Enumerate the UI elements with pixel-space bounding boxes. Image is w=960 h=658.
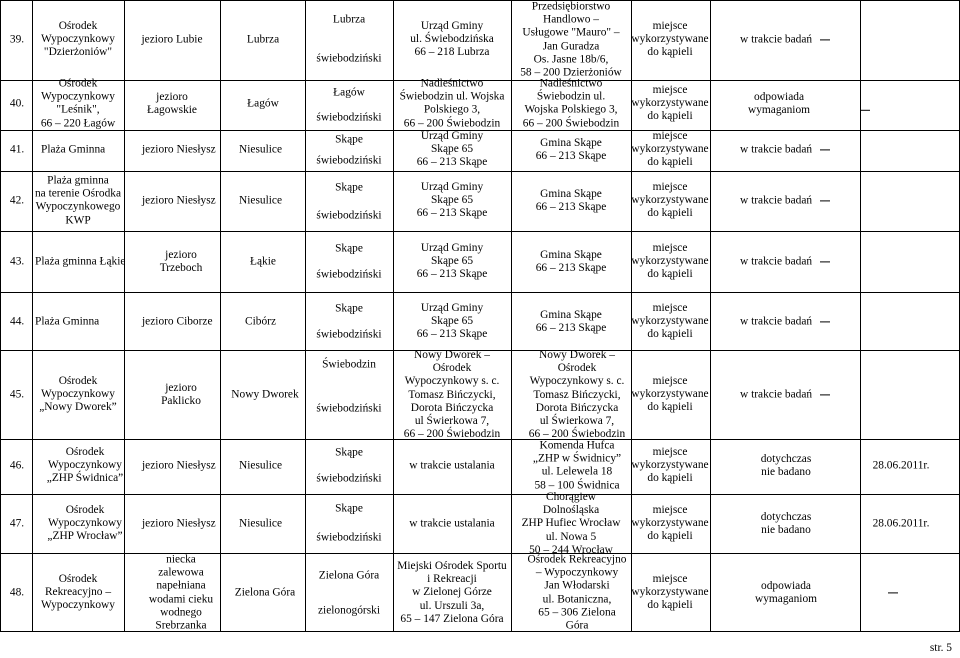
organizer: w trakcie ustalania [409,517,495,530]
organizer: Miejski Ośrodek Sportu i Rekreacji w Zielonej Górze ul. Urszuli 3a, 65 – 147 Zielona Góra [397,559,507,625]
column-rule [305,0,306,631]
row-number: 43. [10,255,25,268]
water-body: jezioro Niesłysz [142,459,216,472]
water-body: jezioro Paklicko [161,381,201,407]
organizer: Urząd Gminy ul. Świebodzińska 66 – 218 Lubrza [410,20,494,59]
manager: Gmina Skąpe 66 – 213 Skąpe [535,308,607,334]
organizer: Nadleśnictwo Świebodzin ul. Wojska Polskiego 3, 66 – 200 Świebodzin [399,77,505,130]
row-number: 40. [9,97,25,110]
manager: Nadleśnictwo Świebodzin ul. Wojska Polskiego 3, 66 – 200 Świebodzin [522,77,620,130]
gmina: Świebodzin [322,358,376,371]
status-dash [880,586,898,599]
status-text: w trakcie badań [740,255,813,268]
organizer: Nowy Dworek – Ośrodek Wypoczynkowy s. c. Tomasz Bińczycki, Dorota Bińczycka ul Świerkowa 7, 66 – 200 Świebodzin [403,348,501,441]
county: świebodziński [316,531,382,544]
organizer: Urząd Gminy Skąpe 65 66 – 213 Skąpe [416,130,488,169]
status [740,388,830,401]
organizer: Urząd Gminy Skąpe 65 66 – 213 Skąpe [416,302,488,341]
status [740,194,830,207]
beach-name: Plaża Gminna [35,315,100,328]
status: odpowiada wymaganiom [754,579,818,605]
status-text: w trakcie badań [740,143,813,156]
water-body: jezioro Łagowskie [147,90,197,116]
organizer: w trakcie ustalania [409,459,495,472]
manager: Przedsiębiorstwo Handlowo – Usługowe "Mauro" – Jan Guradza Os. Jasne 18b/6, 58 – 200 Dzierżoniów [520,0,622,79]
row-number: 39. [9,33,25,46]
usage: miejsce wykorzystywane do kąpieli [631,242,709,281]
status-text: w trakcie badań [740,33,813,46]
gmina: Łagów [333,86,365,99]
usage: miejsce wykorzystywane do kąpieli [631,181,709,220]
status [748,91,870,117]
locality: Cibórz [245,315,277,328]
status-text: w trakcie badań [740,388,813,401]
locality: Lubrza [246,33,280,46]
water-body: jezioro Ciborze [142,315,213,328]
row-rule [0,494,960,495]
county: świebodziński [316,268,382,281]
row-number: 47. [9,517,25,530]
status [740,33,830,46]
county: świebodziński [316,111,382,124]
locality: Łąkie [250,255,276,268]
beach-name: Plaża gminna Łąkie [35,255,126,268]
row-rule [0,231,960,232]
beach-name: Plaża gminna na terenie Ośrodka Wypoczynkowego KWP [34,174,122,227]
locality: Zielona Góra [234,586,296,599]
column-rule [511,0,512,631]
locality: Nowy Dworek [231,388,299,401]
status [740,255,830,268]
status [740,315,830,328]
water-body: jezioro Lubie [141,33,203,46]
manager: Gmina Skąpe 66 – 213 Skąpe [535,248,607,274]
locality: Niesulice [239,517,283,530]
row-number: 46. [9,459,25,472]
beach-name: Plaża Gminna [41,143,106,156]
gmina: Skąpe [335,133,363,146]
status: dotychczas nie badano [760,510,812,536]
locality: Niesulice [239,194,283,207]
water-body: jezioro Niesłysz [142,517,216,530]
county: świebodziński [316,52,382,65]
beach-name: Ośrodek Wypoczynkowy "Leśnik", 66 – 220 Łagów [40,77,116,130]
manager: Gmina Skąpe 66 – 213 Skąpe [535,187,607,213]
usage: miejsce wykorzystywane do kąpieli [631,20,709,59]
row-rule [0,553,960,554]
column-rule [710,0,711,631]
manager: Chorągiew Dolnośląska ZHP Hufiec Wrocław ul. Nowa 5 50 – 244 Wrocław [521,490,621,556]
gmina: Skąpe [335,446,363,459]
usage: miejsce wykorzystywane do kąpieli [631,375,709,414]
row-number: 42. [9,194,25,207]
column-rule [860,0,861,631]
row-rule [0,292,960,293]
status [740,143,830,156]
column-rule [32,0,33,631]
water-body: jezioro Niesłysz [142,194,216,207]
beach-name: Ośrodek Wypoczynkowy „ZHP Świdnica” [46,446,124,485]
gmina: Skąpe [335,302,363,315]
manager: Ośrodek Rekreacyjno – Wypoczynkowy Jan Włodarski ul. Botaniczna, 65 – 306 Zielona Góra [527,553,627,632]
beach-name: Ośrodek Wypoczynkowy "Dzierżoniów" [41,20,115,59]
organizer: Urząd Gminy Skąpe 65 66 – 213 Skąpe [416,181,488,220]
county: świebodziński [316,328,382,341]
page-number: str. 5 [929,642,952,654]
column-rule [124,0,125,631]
status: dotychczas nie badano [760,452,812,478]
dash [820,149,830,150]
locality: Niesulice [239,143,283,156]
county: zielonogórski [317,604,381,617]
dash [820,39,830,40]
row-number: 44. [10,315,25,328]
column-rule [220,0,221,631]
dash [888,592,898,593]
water-body: jezioro Niesłysz [142,143,216,156]
column-rule [631,0,632,631]
usage: miejsce wykorzystywane do kąpieli [631,504,709,543]
usage: miejsce wykorzystywane do kąpieli [631,302,709,341]
beach-name: Ośrodek Rekreacyjno – Wypoczynkowy [41,573,115,612]
usage: miejsce wykorzystywane do kąpieli [631,573,709,612]
row-number: 48. [9,586,25,599]
water-body: niecka zalewowa napełniana wodami cieku wodnego Srebrzanka [148,553,214,632]
status-text: odpowiada wymaganiom [748,90,811,116]
county: świebodziński [316,402,382,415]
beach-name: Ośrodek Wypoczynkowy „Nowy Dworek” [39,375,117,414]
status-text: w trakcie badań [740,315,813,328]
water-body: jezioro Trzeboch [159,248,203,274]
date: 28.06.2011r. [872,517,930,530]
dash [820,321,830,322]
county: świebodziński [316,154,382,167]
row-rule [0,439,960,440]
organizer: Urząd Gminy Skąpe 65 66 – 213 Skąpe [416,242,488,281]
row-rule [0,631,960,632]
beach-name: Ośrodek Wypoczynkowy „ZHP Wrocław” [47,504,123,543]
gmina: Skąpe [335,181,363,194]
row-rule [0,171,960,172]
locality: Niesulice [239,459,283,472]
row-number: 45. [9,388,25,401]
gmina: Lubrza [332,13,366,26]
dash [820,261,830,262]
manager: Komenda Hufca „ZHP w Świdnicy” ul. Lelewela 18 58 – 100 Świdnica [532,439,622,492]
gmina: Skąpe [335,242,363,255]
usage: miejsce wykorzystywane do kąpieli [631,84,709,123]
dash [820,394,830,395]
usage: miejsce wykorzystywane do kąpieli [631,130,709,169]
row-rule [0,0,960,1]
column-rule [0,0,1,631]
dash [820,200,830,201]
dash [860,110,870,111]
gmina: Skąpe [335,502,363,515]
gmina: Zielona Góra [318,569,380,582]
county: świebodziński [316,209,382,222]
county: świebodziński [316,472,382,485]
manager: Gmina Skąpe 66 – 213 Skąpe [535,136,607,162]
date: 28.06.2011r. [872,459,930,472]
column-rule [393,0,394,631]
row-number: 41. [10,143,25,156]
locality: Łagów [247,97,279,110]
status-text: w trakcie badań [740,194,813,207]
usage: miejsce wykorzystywane do kąpieli [631,446,709,485]
manager: Nowy Dworek – Ośrodek Wypoczynkowy s. c. Tomasz Bińczycki, Dorota Bińczycka ul Świerkowa 7, 66 – 200 Świebodzin [528,348,626,441]
